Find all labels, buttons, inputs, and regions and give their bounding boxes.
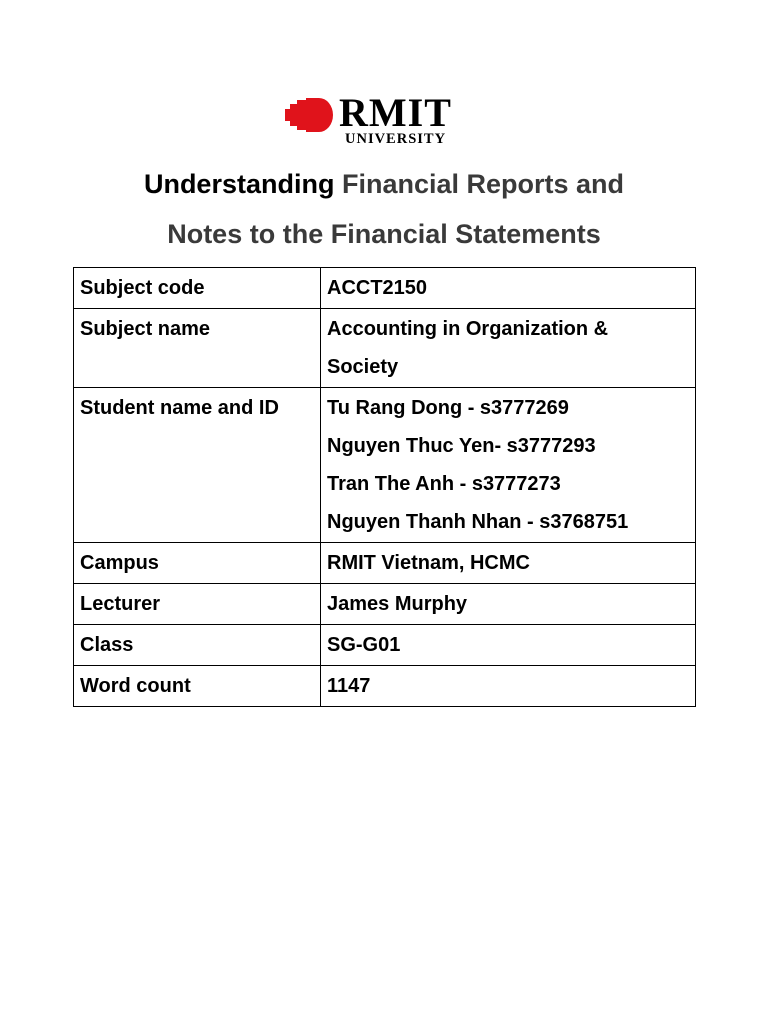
table-row [74, 268, 696, 309]
row-value-line: Society [327, 356, 399, 378]
document-title-line-1 [0, 168, 768, 200]
table-row [74, 543, 696, 584]
row-label: Campus [74, 543, 321, 584]
row-value-line: James Murphy [327, 593, 468, 615]
title-word-understanding: Understanding [143, 169, 335, 199]
table-row [74, 388, 696, 543]
row-value-line: Nguyen Thanh Nhan - s3768751 [327, 511, 629, 533]
table-row [74, 666, 696, 707]
row-label: Lecturer [74, 584, 321, 625]
row-value [321, 309, 696, 388]
row-value [321, 268, 696, 309]
row-value-line: Tran The Anh - s3777273 [327, 473, 561, 495]
row-value [321, 543, 696, 584]
row-value-line: ACCT2150 [327, 277, 428, 299]
row-value-line: Accounting in Organization & [327, 318, 609, 340]
row-value-line: RMIT Vietnam, HCMC [327, 552, 530, 574]
row-value-line: Tu Rang Dong - s3777269 [327, 397, 569, 419]
table-row [74, 625, 696, 666]
row-value-line: Nguyen Thuc Yen- s3777293 [327, 435, 596, 457]
row-label: Subject name [74, 309, 321, 388]
row-value [321, 584, 696, 625]
rmit-pixel-mark-icon [285, 98, 333, 132]
document-title-line-2 [0, 218, 768, 250]
row-label: Subject code [74, 268, 321, 309]
logo-subtitle: UNIVERSITY [345, 131, 447, 147]
row-label: Word count [74, 666, 321, 707]
table-row [74, 309, 696, 388]
row-value [321, 388, 696, 543]
logo-wordmark: RMIT [339, 90, 452, 135]
row-value [321, 666, 696, 707]
row-label: Class [74, 625, 321, 666]
table-row [74, 584, 696, 625]
cover-info-table-body [74, 268, 696, 707]
cover-info-table [73, 267, 696, 707]
row-value-line: 1147 [327, 675, 371, 697]
row-value-line: SG-G01 [327, 634, 401, 656]
title-line-2-text: Notes to the Financial Statements [167, 219, 601, 249]
row-value [321, 625, 696, 666]
title-line-1-rest: Financial Reports and [341, 169, 625, 199]
row-label: Student name and ID [74, 388, 321, 543]
rmit-logo [285, 90, 485, 148]
